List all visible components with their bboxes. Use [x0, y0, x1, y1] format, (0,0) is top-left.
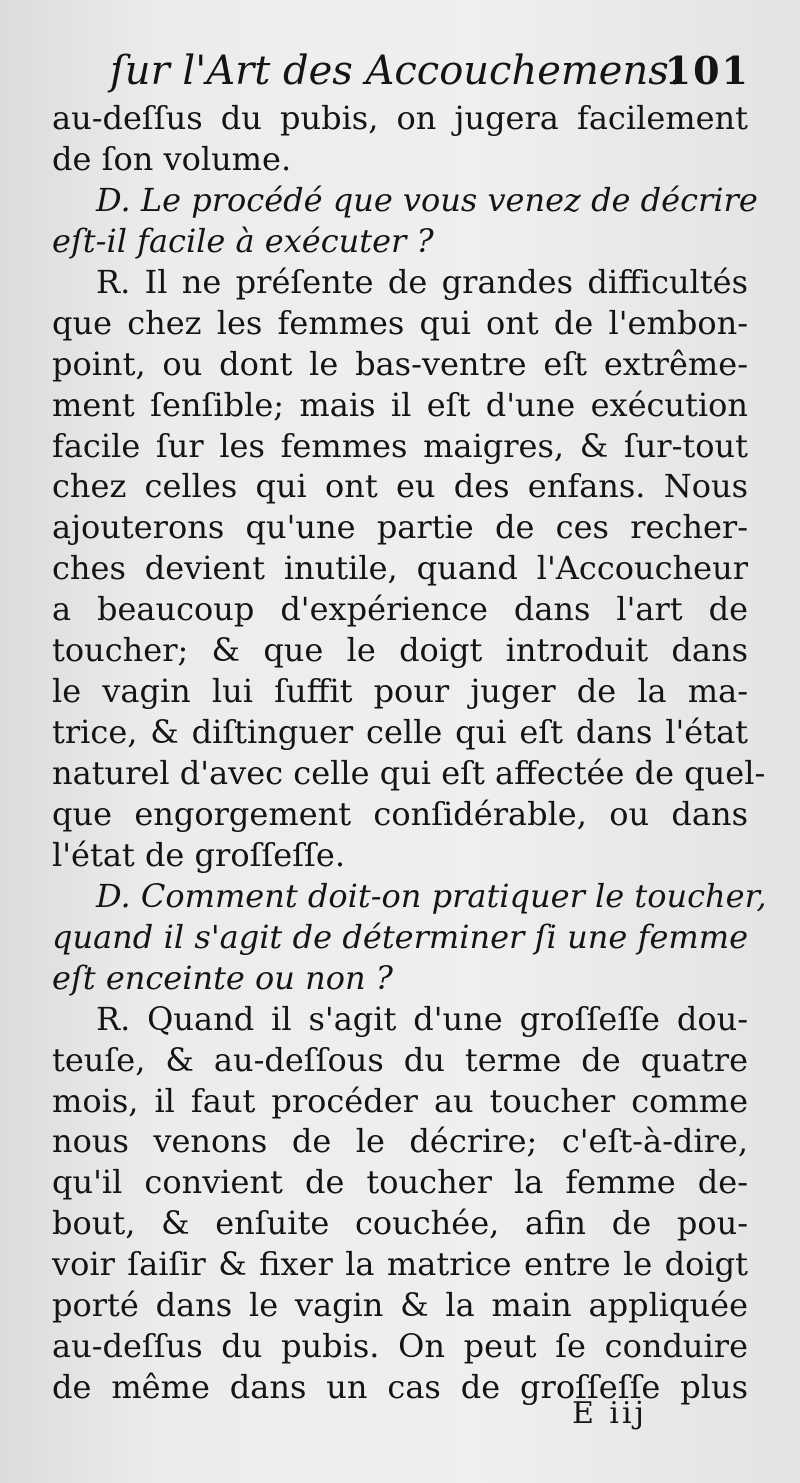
text-line: quand il s'agit de déterminer ſi une femme [52, 917, 748, 956]
text-line: de ſon volume. [52, 139, 292, 178]
text-line: ajouterons qu'une partie de ces recher- [52, 508, 748, 547]
text-line: porté dans le vagin & la main appliquée [52, 1286, 748, 1325]
running-title: ſur l'Art des Accouchemens. [110, 48, 682, 94]
text-line: que chez les femmes qui ont de l'embon- [52, 303, 748, 342]
text-line: au-deſſus du pubis, on jugera facilement [52, 99, 748, 137]
text-line: a beaucoup d'expérience dans l'art de [52, 590, 748, 629]
text-line: nous venons de le décrire; c'eſt-à-dire, [52, 1122, 748, 1161]
text-line: bout, & enſuite couchée, afin de pou- [52, 1204, 748, 1243]
text-line: facile ſur les femmes maigres, & ſur-tout [52, 426, 748, 465]
text-line: que engorgement conſidérable, ou dans [52, 794, 748, 833]
text-line: trice, & diſtinguer celle qui eſt dans l'état [52, 713, 748, 752]
text-line: le vagin lui ſuffit pour juger de la ma- [52, 672, 748, 711]
text-line: D. Comment doit-on pratiquer le toucher, [96, 876, 767, 915]
text-line: ment ſenſible; mais il eſt d'une exécution [52, 385, 748, 424]
text-line: R. Quand il s'agit d'une groſſeſſe dou- [96, 999, 748, 1038]
text-line: ches devient inutile, quand l'Accoucheur [52, 549, 748, 588]
text-line: R. Il ne préſente de grandes difficultés [96, 262, 748, 301]
text-line: voir ſaiſir & fixer la matrice entre le doigt [52, 1245, 748, 1284]
signature-mark: E iij [572, 1396, 647, 1431]
page-number: 101 [664, 48, 750, 93]
text-line: au-deſſus du pubis. On peut ſe conduire [52, 1327, 748, 1366]
text-line: mois, il faut procéder au toucher comme [52, 1081, 748, 1120]
text-line: eſt-il facile à exécuter ? [52, 221, 434, 260]
text-line: qu'il convient de toucher la femme de- [52, 1163, 748, 1202]
text-line: D. Le procédé que vous venez de décrire [96, 180, 758, 219]
page-header [110, 42, 750, 100]
text-line: teuſe, & au-deſſous du terme de quatre [52, 1040, 748, 1079]
text-line: l'état de groſſeſſe. [52, 835, 345, 874]
text-line: point, ou dont le bas-ventre eſt extrême- [52, 344, 748, 383]
text-line: chez celles qui ont eu des enfans. Nous [52, 467, 748, 506]
text-line: de même dans un cas de groſſeſſe plus [52, 1368, 748, 1407]
text-line: toucher; & que le doigt introduit dans [52, 631, 748, 670]
body-text [52, 98, 767, 1408]
text-line: eſt enceinte ou non ? [52, 958, 393, 997]
text-line: naturel d'avec celle qui eſt affectée de quel- [52, 754, 766, 792]
